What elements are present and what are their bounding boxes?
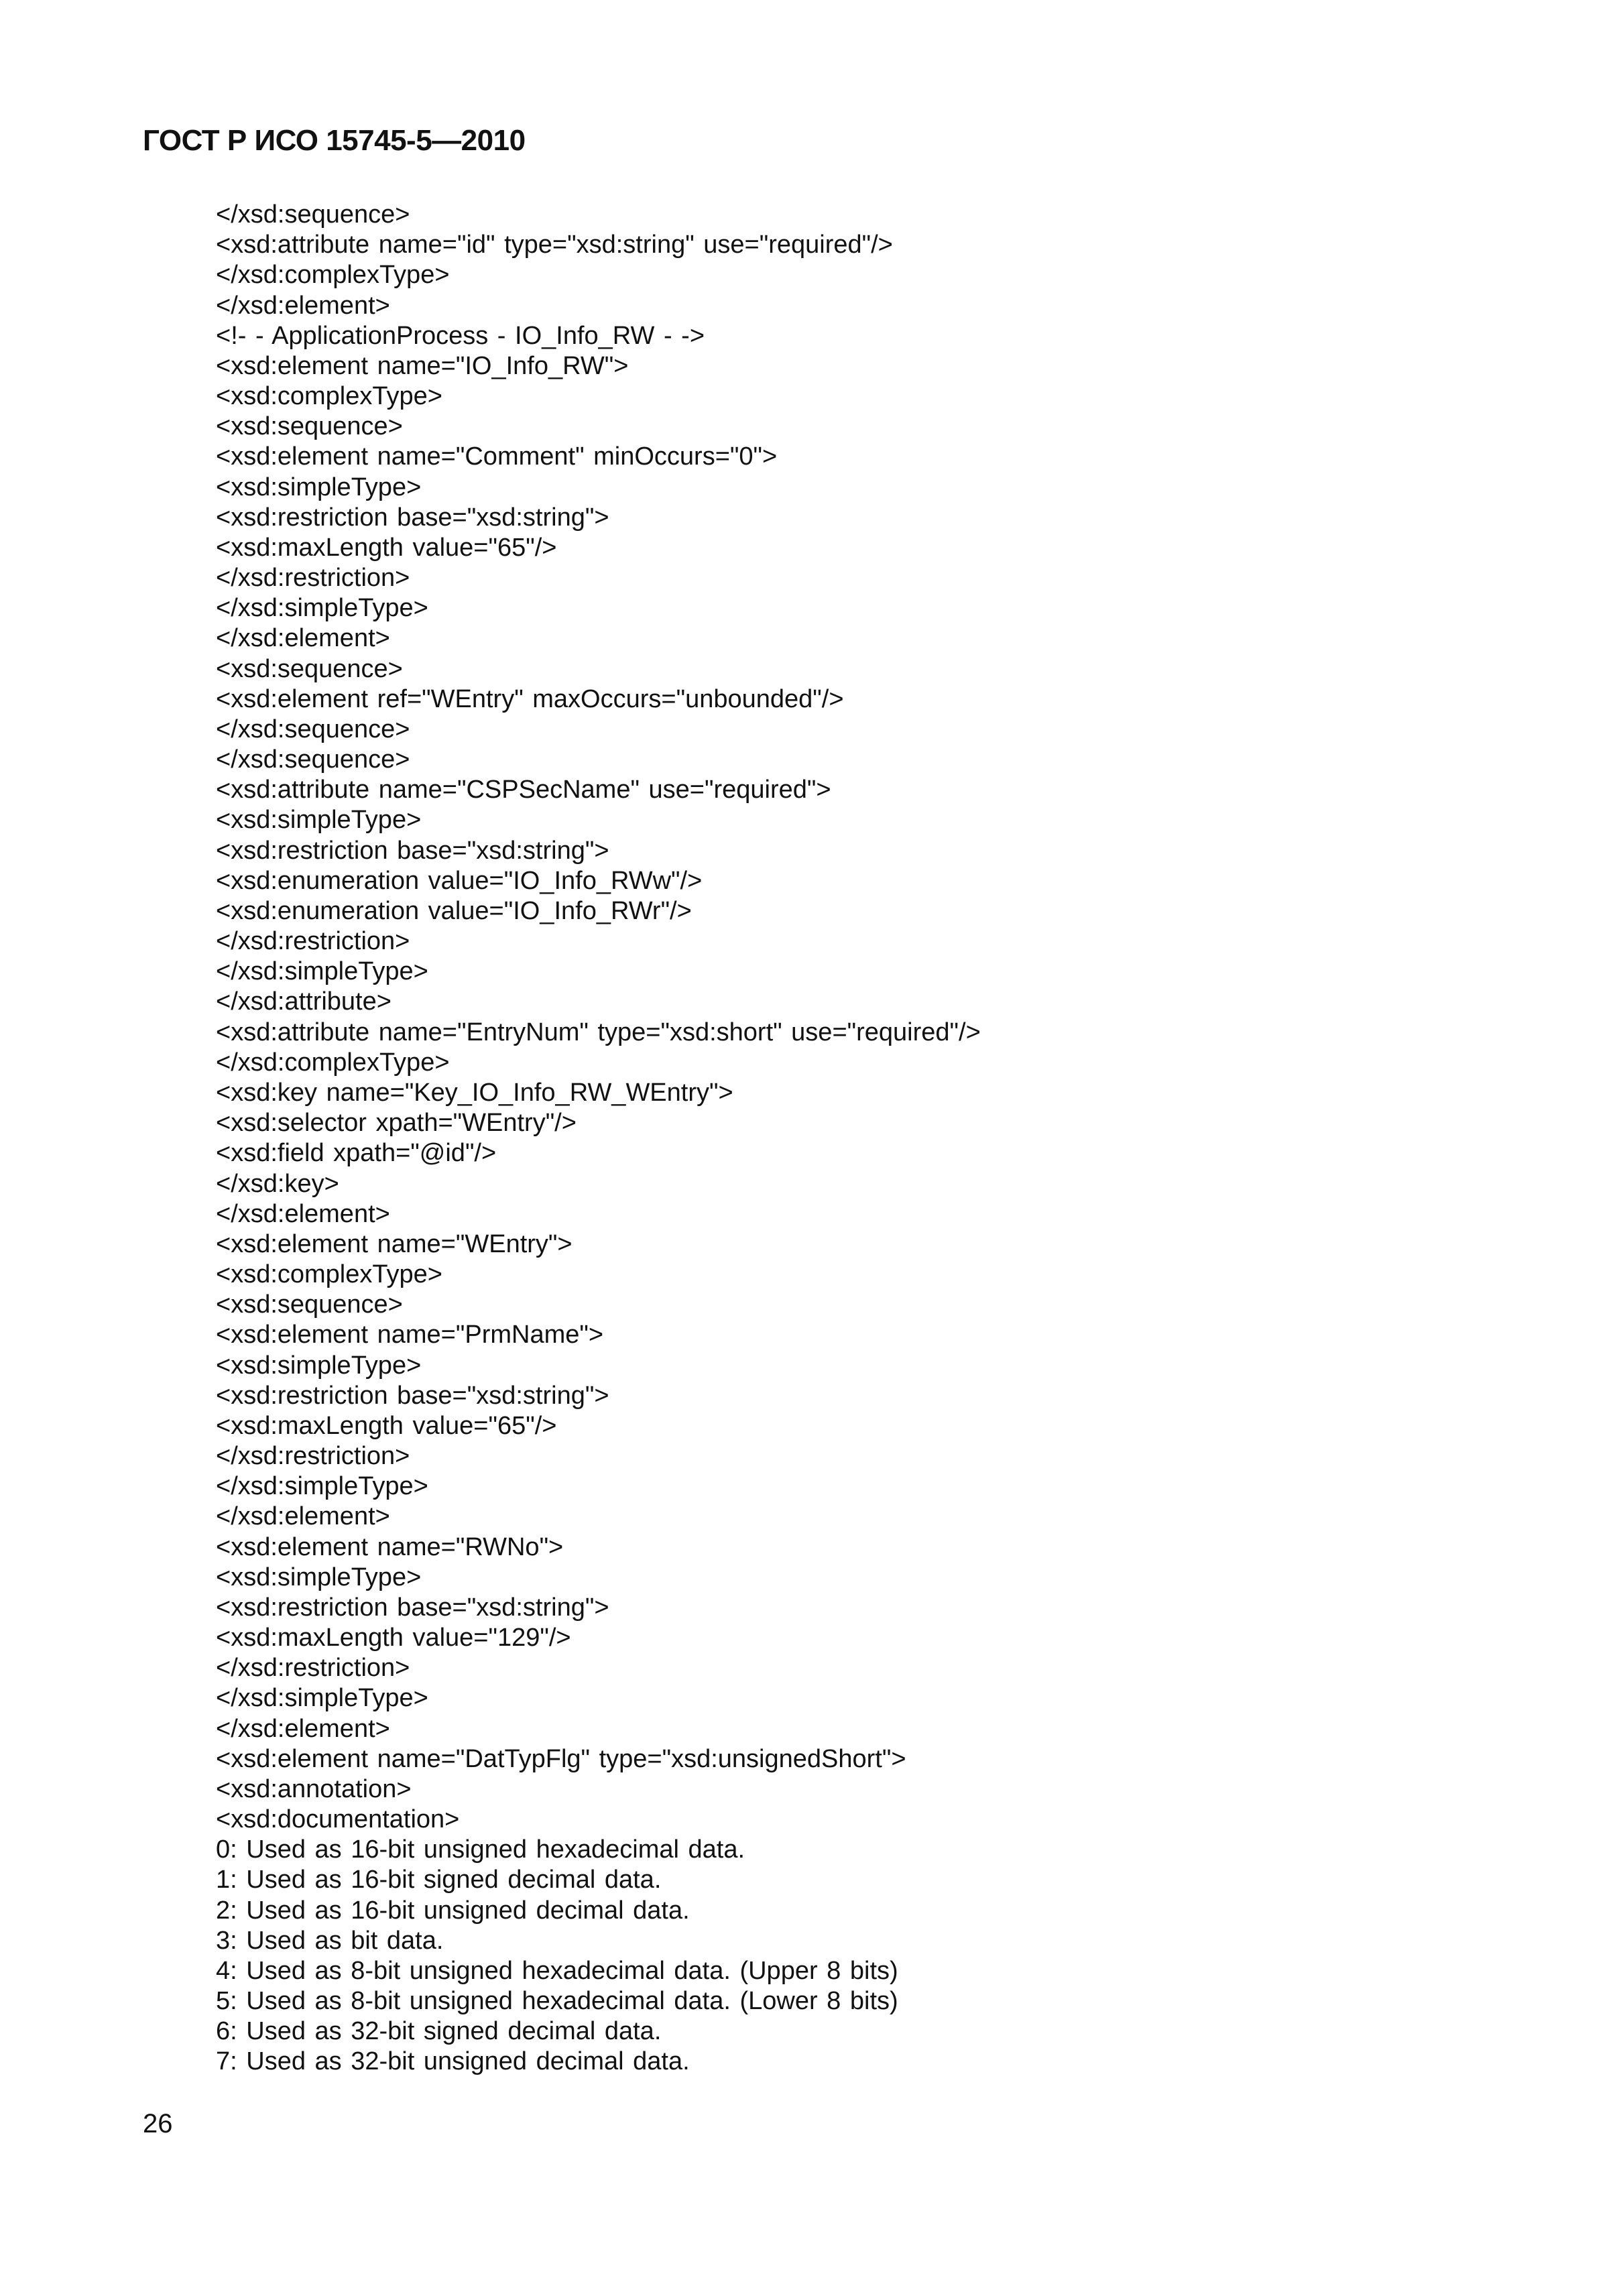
code-line: <xsd:selector xpath="WEntry"/> [216,1109,577,1138]
code-line: <xsd:element name="PrmName"> [216,1321,604,1349]
code-line: 1: Used as 16-bit signed decimal data. [216,1866,662,1894]
code-line: <xsd:attribute name="EntryNum" type="xsd:short" use="required"/> [216,1018,981,1046]
code-line: <xsd:element name="WEntry"> [216,1229,573,1258]
code-line: <xsd:maxLength value="65"/> [216,1411,557,1440]
code-line: 5: Used as 8-bit unsigned hexadecimal data. (Lower 8 bits) [216,1987,898,2016]
code-line: </xsd:restriction> [216,564,410,593]
code-line: <xsd:attribute name="CSPSecName" use="required"> [216,776,831,804]
code-line: <xsd:restriction base="xsd:string"> [216,503,609,532]
code-line: </xsd:element> [216,624,390,653]
code-line: </xsd:element> [216,291,390,320]
code-line: <xsd:complexType> [216,382,442,411]
code-line: <xsd:sequence> [216,412,403,441]
code-line: <xsd:element name="RWNo"> [216,1532,564,1561]
code-line: <xsd:enumeration value="IO_Info_RWw"/> [216,866,703,895]
code-line: <xsd:element ref="WEntry" maxOccurs="unbounded"/> [216,684,844,713]
xsd-code-listing [216,200,1490,2077]
code-line: <xsd:enumeration value="IO_Info_RWr"/> [216,896,692,925]
code-line: </xsd:complexType> [216,1048,450,1077]
code-line: 3: Used as bit data. [216,1926,444,1955]
code-line: </xsd:element> [216,1502,390,1531]
code-line: </xsd:complexType> [216,261,450,290]
code-line: </xsd:key> [216,1169,339,1198]
code-line: </xsd:restriction> [216,927,410,956]
code-line: <xsd:simpleType> [216,473,422,501]
page-number: 26 [143,2109,173,2138]
code-line: <xsd:documentation> [216,1805,460,1834]
code-line: </xsd:attribute> [216,987,392,1016]
code-line: </xsd:sequence> [216,715,410,743]
code-line: </xsd:sequence> [216,200,410,229]
code-line: <xsd:attribute name="id" type="xsd:string" use="required"/> [216,231,893,259]
code-line: 7: Used as 32-bit unsigned decimal data. [216,2047,690,2076]
code-line: <xsd:simpleType> [216,806,422,835]
code-line: <xsd:simpleType> [216,1351,422,1380]
code-line: 2: Used as 16-bit unsigned decimal data. [216,1896,690,1925]
code-line: <xsd:annotation> [216,1774,412,1803]
code-line: </xsd:element> [216,1714,390,1743]
code-line: 4: Used as 8-bit unsigned hexadecimal data. (Upper 8 bits) [216,1956,898,1985]
document-header: ГОСТ Р ИСО 15745-5—2010 [143,124,526,157]
code-line: <!- - ApplicationProcess - IO_Info_RW - -> [216,321,705,350]
code-line: </xsd:restriction> [216,1442,410,1471]
code-line: </xsd:element> [216,1199,390,1228]
code-line: <xsd:restriction base="xsd:string"> [216,1381,609,1410]
code-line: </xsd:simpleType> [216,1472,428,1501]
code-line: </xsd:restriction> [216,1654,410,1683]
code-line: <xsd:maxLength value="65"/> [216,533,557,562]
code-line: <xsd:sequence> [216,654,403,683]
code-line: <xsd:maxLength value="129"/> [216,1624,571,1652]
code-line: 0: Used as 16-bit unsigned hexadecimal data. [216,1835,745,1864]
code-line: <xsd:field xpath="@id"/> [216,1139,497,1168]
code-line: <xsd:restriction base="xsd:string"> [216,1593,609,1622]
code-line: <xsd:simpleType> [216,1563,422,1591]
code-line: <xsd:key name="Key_IO_Info_RW_WEntry"> [216,1078,733,1107]
code-line: <xsd:sequence> [216,1290,403,1319]
code-line: <xsd:complexType> [216,1260,442,1289]
code-line: <xsd:element name="DatTypFlg" type="xsd:unsignedShort"> [216,1744,906,1773]
code-line: 6: Used as 32-bit signed decimal data. [216,2017,662,2046]
code-line: <xsd:element name="Comment" minOccurs="0"> [216,442,778,471]
code-line: <xsd:element name="IO_Info_RW"> [216,351,629,380]
code-line: </xsd:simpleType> [216,957,428,986]
code-line: </xsd:simpleType> [216,1684,428,1713]
code-line: <xsd:restriction base="xsd:string"> [216,836,609,865]
code-line: </xsd:simpleType> [216,594,428,623]
code-line: </xsd:sequence> [216,745,410,774]
